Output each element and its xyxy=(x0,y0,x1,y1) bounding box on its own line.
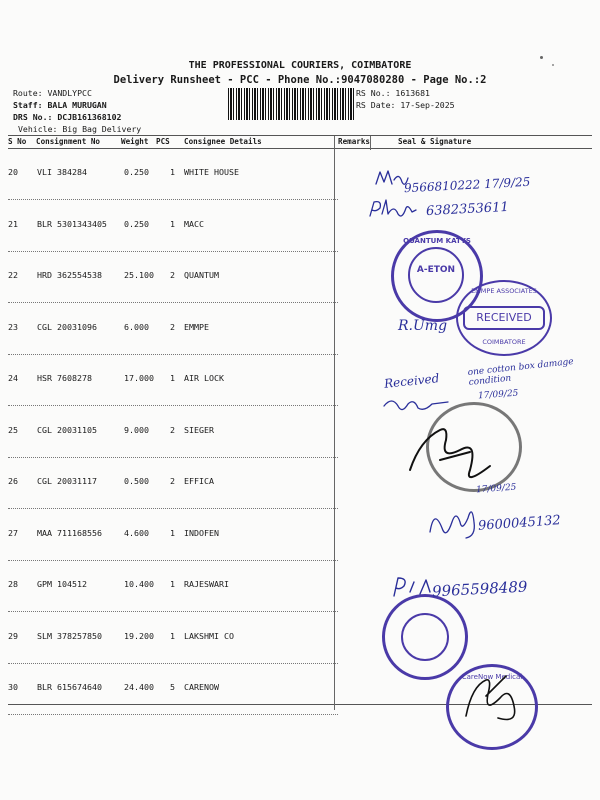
row-pcs: 1 xyxy=(170,579,175,589)
row-pcs: 1 xyxy=(170,373,175,383)
carenow-stamp-text: CareNow Medical xyxy=(461,673,523,681)
row-sno: 29 xyxy=(8,630,18,641)
row-consignee: LAKSHMI CO xyxy=(184,630,234,641)
row-weight: 6.000 xyxy=(124,321,149,332)
vehicle-label: Vehicle: Big Bag Delivery xyxy=(18,124,142,134)
row-consignment-no: CGL 20031096 xyxy=(37,321,97,332)
row-divider xyxy=(8,508,338,509)
col-seal-signature: Seal & Signature xyxy=(398,137,472,146)
row-consignment-no: BLR 615674640 xyxy=(37,682,102,692)
row-consignee: SIEGER xyxy=(184,424,214,435)
col-weight: Weight xyxy=(121,137,149,146)
signature-row-21 xyxy=(366,196,430,222)
col-sno: S No xyxy=(8,137,27,146)
handwriting-row-23: R.Umg xyxy=(398,318,448,334)
row-sno: 25 xyxy=(8,424,18,435)
row-consignee: INDOFEN xyxy=(184,527,219,538)
row-weight: 19.200 xyxy=(124,630,154,641)
row-pcs: 2 xyxy=(170,270,175,280)
row-consignment-no: BLR 5301343405 xyxy=(37,218,107,229)
row-consignee: AIR LOCK xyxy=(184,373,224,383)
row-weight: 17.000 xyxy=(124,373,154,383)
row-consignment-no: SLM 378257850 xyxy=(37,630,102,641)
quantum-stamp-ring-text: QUANTUM KATYS xyxy=(403,237,471,245)
staff-label: Staff: BALA MURUGAN xyxy=(13,100,107,110)
row-sno: 26 xyxy=(8,476,18,486)
row-consignment-no: CGL 20031117 xyxy=(37,476,97,486)
row-sno: 21 xyxy=(8,218,18,229)
row-weight: 0.250 xyxy=(124,167,149,177)
row-sno: 23 xyxy=(8,321,18,332)
row-pcs: 1 xyxy=(170,167,175,177)
quantum-stamp-center: A-ETON xyxy=(416,265,456,275)
row-pcs: 2 xyxy=(170,476,175,486)
emmpe-stamp xyxy=(456,280,552,356)
rs-number: RS No.: 1613681 xyxy=(356,88,430,98)
phone-handwriting-row-27: 9600045132 xyxy=(477,513,562,534)
scan-speck xyxy=(540,56,543,59)
row-consignment-no: HRD 362554538 xyxy=(37,270,102,280)
row-pcs: 2 xyxy=(170,424,175,435)
drs-label: DRS No.: DCJB161368102 xyxy=(13,112,122,122)
row-consignee: EMMPE xyxy=(184,321,209,332)
col-consignment: Consignment No xyxy=(36,137,101,146)
row-consignment-no: VLI 384284 xyxy=(37,167,87,177)
remark-handwriting-row-24: one cotton box damage condition xyxy=(467,356,575,389)
received-handwriting-row-24: Received xyxy=(383,371,440,391)
row-sno: 20 xyxy=(8,167,18,177)
row-weight: 24.400 xyxy=(124,682,154,692)
row-divider xyxy=(8,405,338,406)
row-sno: 27 xyxy=(8,527,18,538)
row-weight: 0.250 xyxy=(124,218,149,229)
emmpe-stamp-name: EMMPE ASSOCIATES xyxy=(471,287,537,295)
row-divider xyxy=(8,663,338,664)
row-pcs: 2 xyxy=(170,321,175,332)
emmpe-stamp-city: COIMBATORE xyxy=(482,338,526,346)
signature-row-27 xyxy=(424,502,484,548)
row-sno: 28 xyxy=(8,579,18,589)
table-row xyxy=(0,615,600,667)
row-weight: 4.600 xyxy=(124,527,149,538)
row-divider xyxy=(8,457,338,458)
rs-date: RS Date: 17-Sep-2025 xyxy=(356,100,455,110)
row-divider xyxy=(8,560,338,561)
row-consignee: MACC xyxy=(184,218,204,229)
row-divider xyxy=(8,354,338,355)
row-divider xyxy=(8,611,338,612)
row-sno: 24 xyxy=(8,373,18,383)
received-stamp-label: RECEIVED xyxy=(463,306,545,330)
signature-row-30 xyxy=(456,666,536,726)
row-consignee: WHITE HOUSE xyxy=(184,167,239,177)
row-divider xyxy=(8,714,338,715)
row-consignee: RAJESWARI xyxy=(184,579,229,589)
col-remarks: Remarks xyxy=(338,137,371,146)
row-consignment-no: MAA 711168556 xyxy=(37,527,102,538)
drs-barcode xyxy=(228,88,354,120)
row-divider xyxy=(8,251,338,252)
row-consignee: CARENOW xyxy=(184,682,219,692)
row-pcs: 5 xyxy=(170,682,175,692)
table-header-rule xyxy=(8,148,592,149)
row-consignee: QUANTUM xyxy=(184,270,219,280)
date-handwriting-row-26: 17/09/25 xyxy=(475,482,517,496)
row-divider xyxy=(8,199,338,200)
row-pcs: 1 xyxy=(170,527,175,538)
row-sno: 30 xyxy=(8,682,18,692)
table-row xyxy=(0,203,600,255)
row-weight: 0.500 xyxy=(124,476,149,486)
row-weight: 10.400 xyxy=(124,579,154,589)
row-pcs: 1 xyxy=(170,218,175,229)
date-handwriting-row-24: 17/09/25 xyxy=(477,388,519,402)
remarks-right-divider xyxy=(370,136,371,150)
runsheet-subtitle: Delivery Runsheet - PCC - Phone No.:9047080280 - Page No.:2 xyxy=(113,74,487,86)
col-consignee: Consignee Details xyxy=(184,137,262,146)
row-weight: 9.000 xyxy=(124,424,149,435)
row-sno: 22 xyxy=(8,270,18,280)
table-top-rule xyxy=(8,135,592,136)
phone-handwriting-row-28: 9965598489 xyxy=(431,577,528,601)
phone-handwriting-row-21: 6382353611 xyxy=(425,199,510,220)
row-divider xyxy=(8,302,338,303)
signature-row-25 xyxy=(400,410,510,490)
col-pcs: PCS xyxy=(156,137,170,146)
row-consignment-no: CGL 20031105 xyxy=(37,424,97,435)
row-consignee: EFFICA xyxy=(184,476,214,486)
scan-speck xyxy=(552,64,554,66)
company-title: THE PROFESSIONAL COURIERS, COIMBATORE xyxy=(188,60,412,71)
row-weight: 25.100 xyxy=(124,270,154,280)
row-pcs: 1 xyxy=(170,630,175,641)
route-label: Route: VANDLYPCC xyxy=(13,88,92,98)
row-consignment-no: GPM 104512 xyxy=(37,579,87,589)
row-consignment-no: HSR 7608278 xyxy=(37,373,92,383)
phone-handwriting-row-20: 9566810222 17/9/25 xyxy=(403,174,531,196)
